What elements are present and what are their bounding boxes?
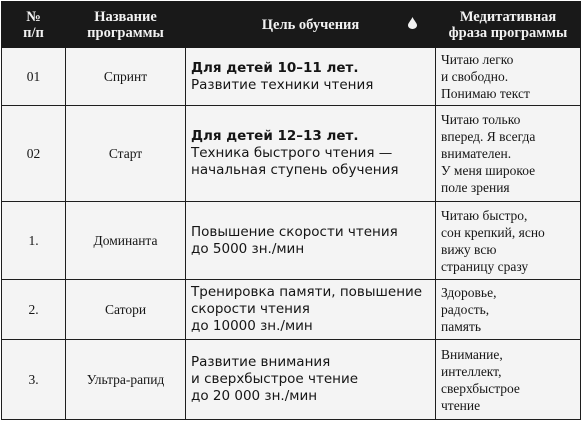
program-name: Доминанта: [66, 202, 186, 280]
table-row: [2, 280, 581, 340]
table-row: [2, 340, 581, 420]
header-name: Название программы: [66, 2, 186, 48]
programs-table: [1, 1, 581, 420]
program-goal: Развитие внимания и сверхбыстрое чтение до 20 000 зн./мин: [186, 340, 436, 420]
program-name: Ультра-рапид: [66, 340, 186, 420]
program-name: Сатори: [66, 280, 186, 340]
program-goal: Повышение скорости чтения до 5000 зн./мин: [186, 202, 436, 280]
meditative-phrase: Читаю быстро, сон крепкий, ясно вижу всю страницу сразу: [436, 202, 581, 280]
meditative-phrase: Читаю легко и свободно. Понимаю текст: [436, 48, 581, 106]
header-row: [2, 2, 581, 48]
table-row: [2, 48, 581, 106]
meditative-phrase: Внимание, интеллект, сверхбыстрое чтение: [436, 340, 581, 420]
drop-icon: [408, 17, 417, 29]
row-number: 2.: [2, 280, 66, 340]
meditative-phrase: Здоровье, радость, память: [436, 280, 581, 340]
page: [1, 1, 580, 420]
program-goal: Тренировка памяти, повышение скорости чтения до 10000 зн./мин: [186, 280, 436, 340]
program-name: Спринт: [66, 48, 186, 106]
header-goal: Цель обучения: [186, 2, 436, 48]
program-name: Старт: [66, 106, 186, 202]
program-audience: Для детей 10–11 лет.: [191, 59, 359, 76]
row-number: 02: [2, 106, 66, 202]
table-row: [2, 106, 581, 202]
row-number: 1.: [2, 202, 66, 280]
row-number: 01: [2, 48, 66, 106]
header-phrase: Медитативная фраза программы: [436, 2, 581, 48]
program-audience: Для детей 12–13 лет.: [191, 128, 359, 144]
header-num: № п/п: [2, 2, 66, 48]
table-row: [2, 202, 581, 280]
row-number: 3.: [2, 340, 66, 420]
program-goal: Для детей 10–11 лет. Развитие техники чтения: [186, 48, 436, 106]
program-goal: Для детей 12–13 лет. Техника быстрого чтения — начальная ступень обучения: [186, 106, 436, 202]
meditative-phrase: Читаю только вперед. Я всегда внимателен. У меня широкое поле зрения: [436, 106, 581, 202]
